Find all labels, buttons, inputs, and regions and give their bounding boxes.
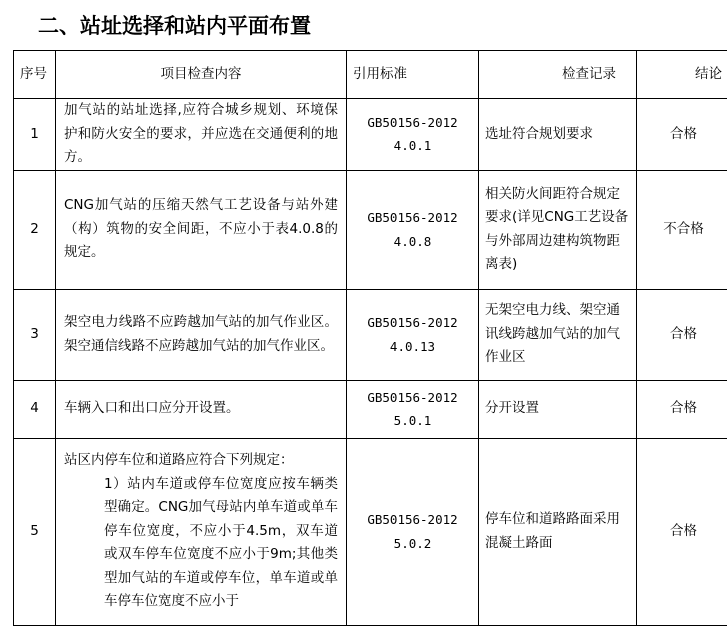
header-item: 项目检查内容 bbox=[56, 51, 347, 99]
table-row bbox=[14, 380, 727, 438]
table-row bbox=[14, 99, 727, 171]
item-text: 车辆入口和出口应分开设置。 bbox=[64, 400, 240, 417]
row-no: 4 bbox=[14, 380, 56, 438]
table-row bbox=[14, 289, 727, 380]
standard-clause: 4.0.13 bbox=[389, 338, 436, 354]
standard-code: GB50156-2012 bbox=[367, 114, 458, 130]
header-standard: 引用标准 bbox=[347, 51, 479, 99]
row-no: 2 bbox=[14, 170, 56, 289]
item-text: 加气站的站址选择,应符合城乡规划、环境保护和防火安全的要求，并应选在交通便利的地方。 bbox=[64, 102, 338, 165]
header-record: 检查记录 bbox=[479, 51, 637, 99]
row-item bbox=[56, 289, 347, 380]
row-result: 合格 bbox=[637, 380, 727, 438]
row-result: 合格 bbox=[637, 99, 727, 171]
row-item bbox=[56, 170, 347, 289]
row-no: 3 bbox=[14, 289, 56, 380]
row-standard bbox=[347, 99, 479, 171]
standard-clause: 4.0.1 bbox=[393, 138, 432, 154]
row-record: 分开设置 bbox=[479, 380, 637, 438]
standard-clause: 5.0.1 bbox=[393, 413, 432, 428]
table-row bbox=[14, 438, 727, 625]
row-no: 5 bbox=[14, 438, 56, 625]
item-text: 站区内停车位和道路应符合下列规定： bbox=[64, 452, 294, 469]
row-standard bbox=[347, 438, 479, 625]
row-standard bbox=[347, 289, 479, 380]
row-standard bbox=[347, 380, 479, 438]
standard-clause: 5.0.2 bbox=[393, 535, 432, 551]
standard-code: GB50156-2012 bbox=[367, 389, 458, 405]
row-no: 1 bbox=[14, 99, 56, 171]
row-result: 合格 bbox=[637, 289, 727, 380]
table-row bbox=[14, 170, 727, 289]
standard-clause: 4.0.8 bbox=[393, 233, 432, 249]
standard-code: GB50156-2012 bbox=[367, 210, 458, 225]
row-item bbox=[56, 380, 347, 438]
item-text-clip bbox=[64, 449, 338, 614]
item-text: CNG加气站的压缩天然气工艺设备与站外建（构）筑物的安全间距，不应小于表4.0.8的规定。 bbox=[64, 197, 338, 261]
inspection-table bbox=[13, 50, 727, 626]
table-header-row bbox=[14, 51, 727, 99]
row-record: 停车位和道路路面采用混凝土路面 bbox=[479, 438, 637, 625]
row-record: 选址符合规划要求 bbox=[479, 99, 637, 171]
item-text-subclause: 1）站内车道或停车位宽度应按车辆类型确定。CNG加气母站内单车道或单车停车位宽度，不应小于4.5m，双车道或双车停车位宽度不应小于9m;其他类型加气站的车道或停车位，单车道或单车停车位宽度不应小于 bbox=[104, 475, 338, 610]
standard-code: GB50156-2012 bbox=[367, 315, 458, 330]
header-result: 结论 bbox=[637, 51, 727, 99]
row-record: 相关防火间距符合规定要求(详见CNG工艺设备与外部周边建构筑物距离表) bbox=[479, 170, 637, 289]
item-text: 架空电力线路不应跨越加气站的加气作业区。架空通信线路不应跨越加气站的加气作业区。 bbox=[64, 314, 338, 354]
standard-code: GB50156-2012 bbox=[367, 512, 458, 527]
row-result: 合格 bbox=[637, 438, 727, 625]
row-result: 不合格 bbox=[637, 170, 727, 289]
row-standard bbox=[347, 170, 479, 289]
section-title: 二、站址选择和站内平面布置 bbox=[38, 14, 311, 38]
header-no: 序号 bbox=[14, 51, 56, 99]
row-record: 无架空电力线、架空通讯线跨越加气站的加气作业区 bbox=[479, 289, 637, 380]
row-item bbox=[56, 99, 347, 171]
row-item bbox=[56, 438, 347, 625]
